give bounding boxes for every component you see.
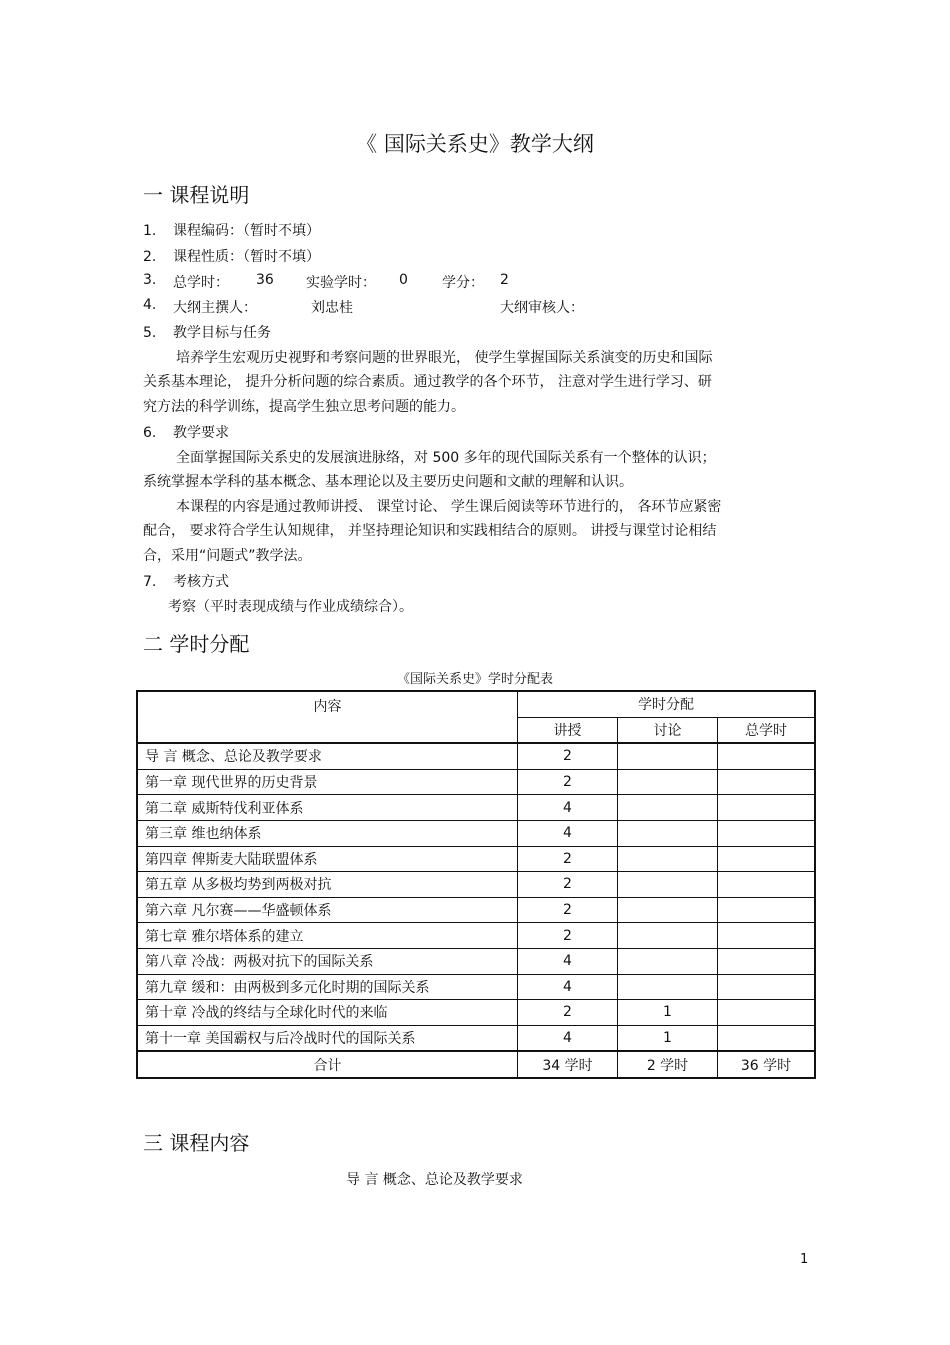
item-number: 3. xyxy=(143,272,157,288)
row-discussion xyxy=(618,872,718,898)
total-hours-value: 36 xyxy=(256,272,274,288)
header-content: 内容 xyxy=(137,691,518,743)
goals-line-1: 培养学生宏观历史视野和考察问题的世界眼光， 使学生掌握国际关系演变的历史和国际 xyxy=(176,350,713,366)
row-discussion: 1 xyxy=(618,1025,718,1051)
section-heading-hours-allocation: 二 学时分配 xyxy=(143,632,250,656)
row-discussion xyxy=(618,948,718,974)
sum-discussion: 2 学时 xyxy=(618,1051,718,1078)
row-chapter: 第一章 现代世界的历史背景 xyxy=(137,769,518,795)
row-lecture: 4 xyxy=(518,1025,618,1051)
item-course-code xyxy=(143,220,320,240)
row-total xyxy=(718,846,816,872)
row-chapter: 第四章 俾斯麦大陆联盟体系 xyxy=(137,846,518,872)
header-total: 总学时 xyxy=(718,717,816,743)
item-label: 课程编码：（暂时不填） xyxy=(173,223,320,239)
row-lecture: 4 xyxy=(518,795,618,821)
row-discussion xyxy=(618,846,718,872)
row-discussion xyxy=(618,923,718,949)
requirements-p2-line-3: 合，采用“问题式”教学法。 xyxy=(143,548,312,564)
table-row xyxy=(137,795,815,821)
item-authors xyxy=(143,297,173,313)
item-assessment xyxy=(143,571,229,591)
row-lecture: 4 xyxy=(518,974,618,1000)
reviewer-label: 大纲审核人： xyxy=(500,300,584,316)
header-group: 学时分配 xyxy=(518,691,816,717)
document-title: 《 国际关系史》教学大纲 xyxy=(356,132,594,156)
row-chapter: 第七章 雅尔塔体系的建立 xyxy=(137,923,518,949)
lab-hours-label: 实验学时： xyxy=(306,275,376,291)
page-number: 1 xyxy=(800,1252,809,1267)
item-hours xyxy=(143,272,173,288)
requirements-p1-line-2: 系统掌握本学科的基本概念、基本理论以及主要历史问题和文献的理解和认识。 xyxy=(143,474,633,490)
row-discussion: 1 xyxy=(618,1000,718,1026)
row-total xyxy=(718,897,816,923)
goals-line-2: 关系基本理论， 提升分析问题的综合素质。通过教学的各个环节， 注意对学生进行学习、研 xyxy=(143,374,712,390)
item-number: 5. xyxy=(143,325,157,341)
row-total xyxy=(718,948,816,974)
item-number: 2. xyxy=(143,249,157,265)
section-heading-course-description: 一 课程说明 xyxy=(143,183,250,207)
item-goals xyxy=(143,322,271,342)
item-label: 考核方式 xyxy=(173,574,229,590)
row-chapter: 第八章 冷战：两极对抗下的国际关系 xyxy=(137,948,518,974)
author-label: 大纲主撰人： xyxy=(173,300,257,316)
row-discussion xyxy=(618,974,718,1000)
table-row xyxy=(137,897,815,923)
row-discussion xyxy=(618,795,718,821)
table-row xyxy=(137,948,815,974)
row-chapter: 第五章 从多极均势到两极对抗 xyxy=(137,872,518,898)
row-lecture: 4 xyxy=(518,948,618,974)
row-lecture: 2 xyxy=(518,769,618,795)
sum-total: 36 学时 xyxy=(718,1051,816,1078)
item-number: 4. xyxy=(143,297,157,313)
table-row xyxy=(137,846,815,872)
row-total xyxy=(718,820,816,846)
row-total xyxy=(718,974,816,1000)
hours-allocation-table xyxy=(136,690,816,1079)
row-chapter: 第二章 威斯特伐利亚体系 xyxy=(137,795,518,821)
sum-label: 合计 xyxy=(137,1051,518,1078)
item-requirements xyxy=(143,422,229,442)
row-chapter: 第十章 冷战的终结与全球化时代的来临 xyxy=(137,1000,518,1026)
goals-line-3: 究方法的科学训练，提高学生独立思考问题的能力。 xyxy=(143,399,465,415)
requirements-p1-line-1: 全面掌握国际关系史的发展演进脉络，对 500 多年的现代国际关系有一个整体的认识； xyxy=(176,450,716,466)
item-label: 教学目标与任务 xyxy=(173,325,271,341)
table-row xyxy=(137,820,815,846)
item-label: 课程性质：（暂时不填） xyxy=(173,249,320,265)
row-discussion xyxy=(618,820,718,846)
row-discussion xyxy=(618,769,718,795)
author-name: 刘忠桂 xyxy=(311,300,353,316)
item-number: 6. xyxy=(143,425,157,441)
requirements-p2-line-2: 配合， 要求符合学生认知规律， 并坚持理论知识和实践相结合的原则。 讲授与课堂讨论相结 xyxy=(143,523,717,539)
assessment-text: 考察（平时表现成绩与作业成绩综合）。 xyxy=(168,599,413,615)
item-label: 教学要求 xyxy=(173,425,229,441)
row-lecture: 4 xyxy=(518,820,618,846)
row-lecture: 2 xyxy=(518,897,618,923)
row-total xyxy=(718,769,816,795)
item-course-nature xyxy=(143,246,320,266)
table-header-row xyxy=(137,691,815,717)
requirements-p2-line-1: 本课程的内容是通过教师讲授、 课堂讨论、 学生课后阅读等环节进行的， 各环节应紧密 xyxy=(176,499,722,515)
row-discussion xyxy=(618,897,718,923)
table-row xyxy=(137,974,815,1000)
row-discussion xyxy=(618,743,718,769)
table-sum-row xyxy=(137,1051,815,1078)
row-total xyxy=(718,872,816,898)
row-total xyxy=(718,923,816,949)
item-number: 1. xyxy=(143,223,157,239)
row-lecture: 2 xyxy=(518,743,618,769)
item-number: 7. xyxy=(143,574,157,590)
sum-lecture: 34 学时 xyxy=(518,1051,618,1078)
row-lecture: 2 xyxy=(518,872,618,898)
table-caption: 《国际关系史》学时分配表 xyxy=(396,672,553,687)
row-lecture: 2 xyxy=(518,1000,618,1026)
credit-value: 2 xyxy=(500,272,509,288)
row-lecture: 2 xyxy=(518,923,618,949)
header-discussion: 讨论 xyxy=(618,717,718,743)
row-total xyxy=(718,1025,816,1051)
table-row xyxy=(137,1000,815,1026)
row-chapter: 第十一章 美国霸权与后冷战时代的国际关系 xyxy=(137,1025,518,1051)
table-row xyxy=(137,743,815,769)
credit-label: 学分： xyxy=(442,275,484,291)
lab-hours-value: 0 xyxy=(399,272,408,288)
row-total xyxy=(718,1000,816,1026)
table-row xyxy=(137,1025,815,1051)
table-row xyxy=(137,872,815,898)
row-total xyxy=(718,795,816,821)
table-row xyxy=(137,769,815,795)
header-lecture: 讲授 xyxy=(518,717,618,743)
section-heading-course-content: 三 课程内容 xyxy=(143,1131,250,1155)
row-chapter: 第六章 凡尔赛——华盛顿体系 xyxy=(137,897,518,923)
row-total xyxy=(718,743,816,769)
total-hours-label: 总学时： xyxy=(173,275,229,291)
row-chapter: 导 言 概念、总论及教学要求 xyxy=(137,743,518,769)
row-chapter: 第三章 维也纳体系 xyxy=(137,820,518,846)
row-chapter: 第九章 缓和：由两极到多元化时期的国际关系 xyxy=(137,974,518,1000)
intro-subheading: 导 言 概念、总论及教学要求 xyxy=(346,1172,523,1188)
row-lecture: 2 xyxy=(518,846,618,872)
table-row xyxy=(137,923,815,949)
